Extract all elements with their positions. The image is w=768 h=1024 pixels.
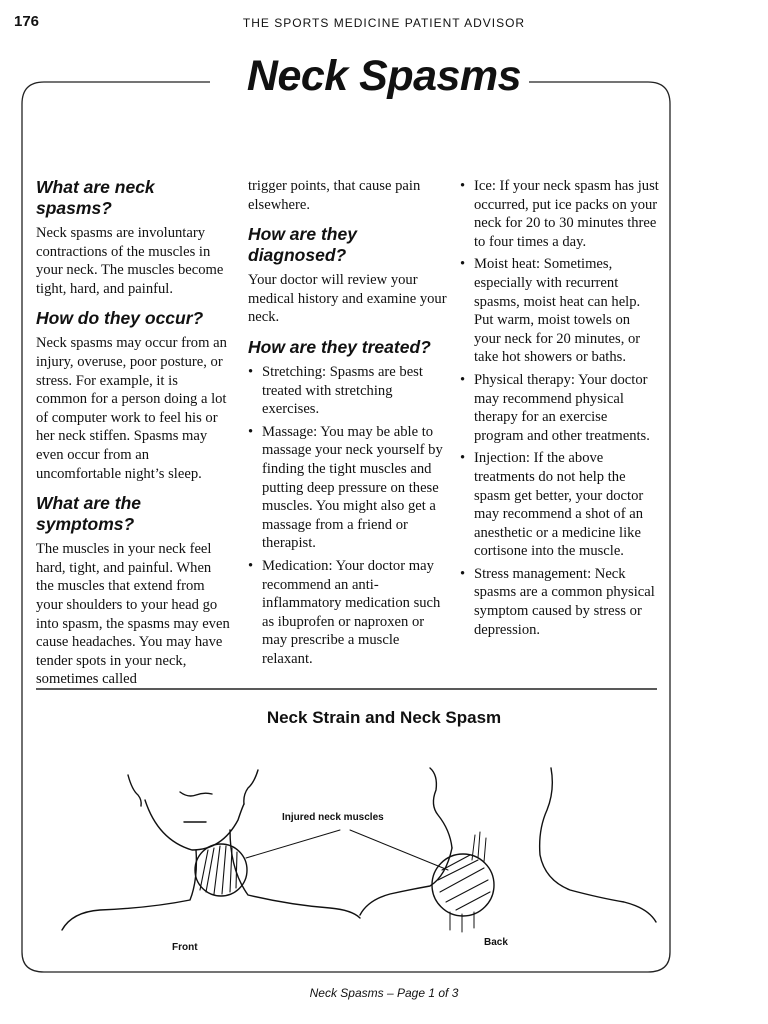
heading-diagnosed: How are they diagnosed? [248,224,357,266]
page-footer: Neck Spasms – Page 1 of 3 [309,986,459,1000]
front-view-figure [62,770,360,930]
list-item-text: Ice: If your neck spasm has just occurred, put ice packs on your neck for 20 to 30 minutes three to four times a day. [474,178,659,250]
front-injury-circle [195,844,247,896]
pointer-line-back [350,830,448,870]
list-item-text: Injection: If the above treatments do not help the spasm get better, your doctor may recommend a shot of an anesthetic or a medicine like cortisone into the muscle. [474,450,644,560]
list-item-text: Stretching: Spasms are best treated with stretching exercises. [262,363,423,418]
figure-title: Neck Strain and Neck Spasm [266,708,502,727]
list-item-text: Medication: Your doctor may recommend an anti-inflammatory medication such as ibuprofen or naproxen or may prescribe a muscle relaxant. [262,557,441,667]
list-item-text: Stress management: Neck spasms are a common physical symptom caused by stress or depression. [474,565,655,638]
list-item-text: Physical therapy: Your doctor may recommend physical therapy for an exercise program and other treatments. [474,371,650,444]
paragraph-definition: Neck spasms are involuntary contractions of the muscles in your neck. The muscles become tight, hard, and painful. [36,225,224,297]
bullet-icon: • [460,450,466,467]
paragraph-continued: trigger points, that cause pain elsewhere. [248,178,421,213]
label-injured-muscles: Injured neck muscles [282,812,384,823]
running-header: THE SPORTS MEDICINE PATIENT ADVISOR [242,16,526,30]
heading-treated: How are they treated? [248,336,431,357]
page-title-text: Neck Spasms [239,52,529,100]
paragraph-diagnosis: Your doctor will review your medical history and examine your neck. [248,272,447,326]
pointer-line-front [246,830,340,858]
bullet-icon: • [460,371,466,388]
bullet-icon: • [248,423,254,440]
bullet-icon: • [248,557,254,574]
paragraph-causes: Neck spasms may occur from an injury, overuse, poor posture, or stress. For example, it is common for a person doing a lot of computer work to feel his or her neck stiffen. Spasms may even occur from an uncomfortable night’s sleep. [36,335,227,482]
bullet-icon: • [460,178,466,194]
label-front: Front [172,942,198,953]
bullet-icon: • [248,363,254,380]
heading-symptoms: What are the symptoms? [36,493,142,535]
bullet-icon: • [460,256,466,273]
heading-what-are: What are neck spasms? [36,177,155,218]
bullet-icon: • [460,565,466,582]
label-back: Back [484,937,508,948]
back-view-figure [360,768,656,932]
heading-how-occur: How do they occur? [36,308,204,329]
paragraph-symptoms: The muscles in your neck feel hard, tight, and painful. When the muscles that extend from your shoulders to your head go into spasm, the spasms may even cause headaches. You may have tender spots in your neck, sometimes called [36,541,230,688]
list-item-text: Massage: You may be able to massage your neck yourself by finding the tight muscles and putting deep pressure on these muscles. You might also get a massage from a friend or therapist. [262,423,443,552]
list-item-text: Moist heat: Sometimes, especially with recurrent spasms, moist heat can help. Put warm, moist towels on your neck for 20 minutes, or take hot showers or baths. [474,256,641,366]
page-number: 176 [14,13,40,30]
